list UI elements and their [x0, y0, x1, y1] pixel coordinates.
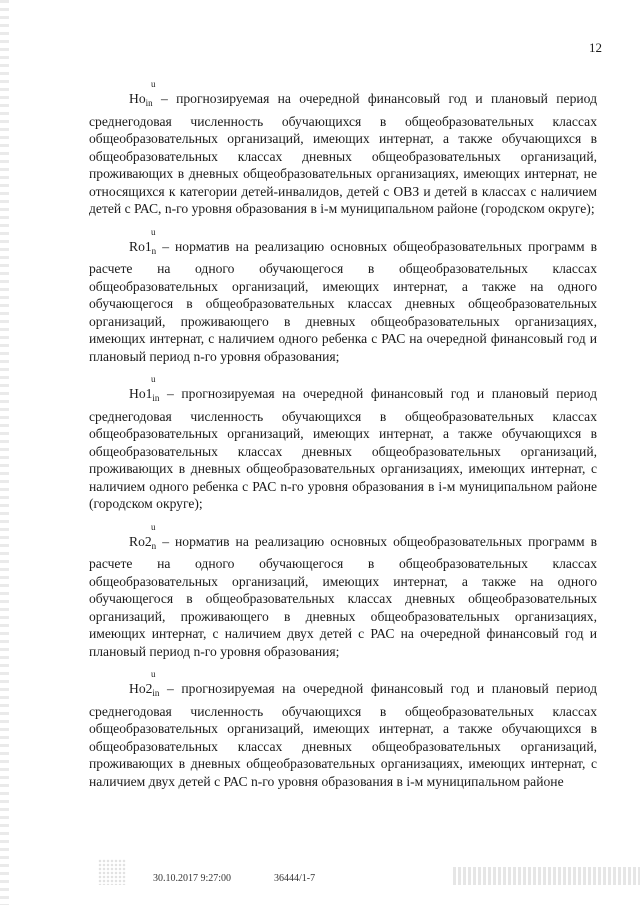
faded-footer-text [453, 867, 640, 885]
superscript-marker: u [151, 521, 156, 532]
superscript-marker: u [151, 79, 156, 89]
paragraph-text: – норматив на реализацию основных общеобразовательных программ в расчете на одного обучающегося в общеобразовательных классах общеобразовательных организаций, имеющих интернат, а также на одного обучающегося в общеобразовательных классах дневных общеобразовательных организаций, проживающего в дневных общеобразовательных организациях, имеющих интернат, с наличием одного ребенка с РАС на очередной финансовый год и плановый период n-го уровня образования; [89, 238, 597, 364]
paragraph [89, 669, 597, 790]
formula-symbol: Ho [129, 91, 146, 106]
superscript-marker: u [151, 669, 156, 679]
paragraph-text: – прогнозируемая на очередной финансовый год и плановый период среднегодовая численность обучающихся в общеобразовательных классах общеобразовательных организаций, имеющих интернат, а также обучающихся в общеобразовательных классах дневных общеобразовательных организаций, проживающих в дневных общеобразовательных организациях, имеющих интернат, с наличием одного ребенка с РАС n-го уровня образования в i-м муниципальном районе (городском округе); [89, 386, 597, 511]
formula-symbol: Ho1 [129, 386, 153, 401]
footer-date: 30.10.2017 9:27:00 [153, 873, 232, 884]
formula-symbol: Ho2 [129, 681, 153, 696]
paragraph [89, 374, 597, 513]
paragraph-text: – прогнозируемая на очередной финансовый год и плановый период среднегодовая численность обучающихся в общеобразовательных классах общеобразовательных организаций, имеющих интернат, а также обучающихся в общеобразовательных классах дневных общеобразовательных организаций, проживающих в дневных общеобразовательных организациях, имеющих интернат, не относящихся к категории детей-инвалидов, детей с ОВЗ и детей в классах с наличием детей с РАС, n-го уровня образования в i-м муниципальном районе (городском округе); [89, 91, 597, 216]
paragraph [89, 79, 597, 218]
formula-subscript: in [152, 393, 160, 403]
paragraph [89, 227, 597, 366]
paragraph-text: – прогнозируемая на очередной финансовый год и плановый период среднегодовая численность обучающихся в общеобразовательных классах общеобразовательных организаций, имеющих интернат, а также обучающихся в общеобразовательных классах дневных общеобразовательных организаций, проживающих в дневных общеобразовательных организациях, имеющих интернат, с наличием двух детей с РАС n-го уровня образования в i-м муниципальном районе [89, 681, 597, 789]
formula-subscript: in [145, 98, 153, 108]
page-number: 12 [589, 40, 602, 55]
stamp-mark [98, 859, 126, 885]
formula-symbol: Ro1 [129, 238, 152, 254]
formula-subscript: n [151, 540, 157, 551]
formula-subscript: in [152, 688, 160, 698]
formula-subscript: n [151, 245, 157, 256]
superscript-marker: u [151, 374, 156, 384]
superscript-marker: u [151, 226, 156, 237]
document-body [89, 79, 597, 799]
paragraph [89, 522, 597, 661]
formula-symbol: Ro2 [129, 533, 152, 549]
paragraph-text: – норматив на реализацию основных общеобразовательных программ в расчете на одного обучающегося в общеобразовательных классах общеобразовательных организаций, имеющих интернат, а также на одного обучающегося в общеобразовательных классах дневных общеобразовательных организаций, проживающего в дневных общеобразовательных организациях, имеющих интернат, с наличием двух детей с РАС на очередной финансовый год и плановый период n-го уровня образования; [89, 533, 597, 659]
footer-doc-id: 36444/1-7 [274, 873, 316, 884]
binding-edge [0, 0, 9, 905]
